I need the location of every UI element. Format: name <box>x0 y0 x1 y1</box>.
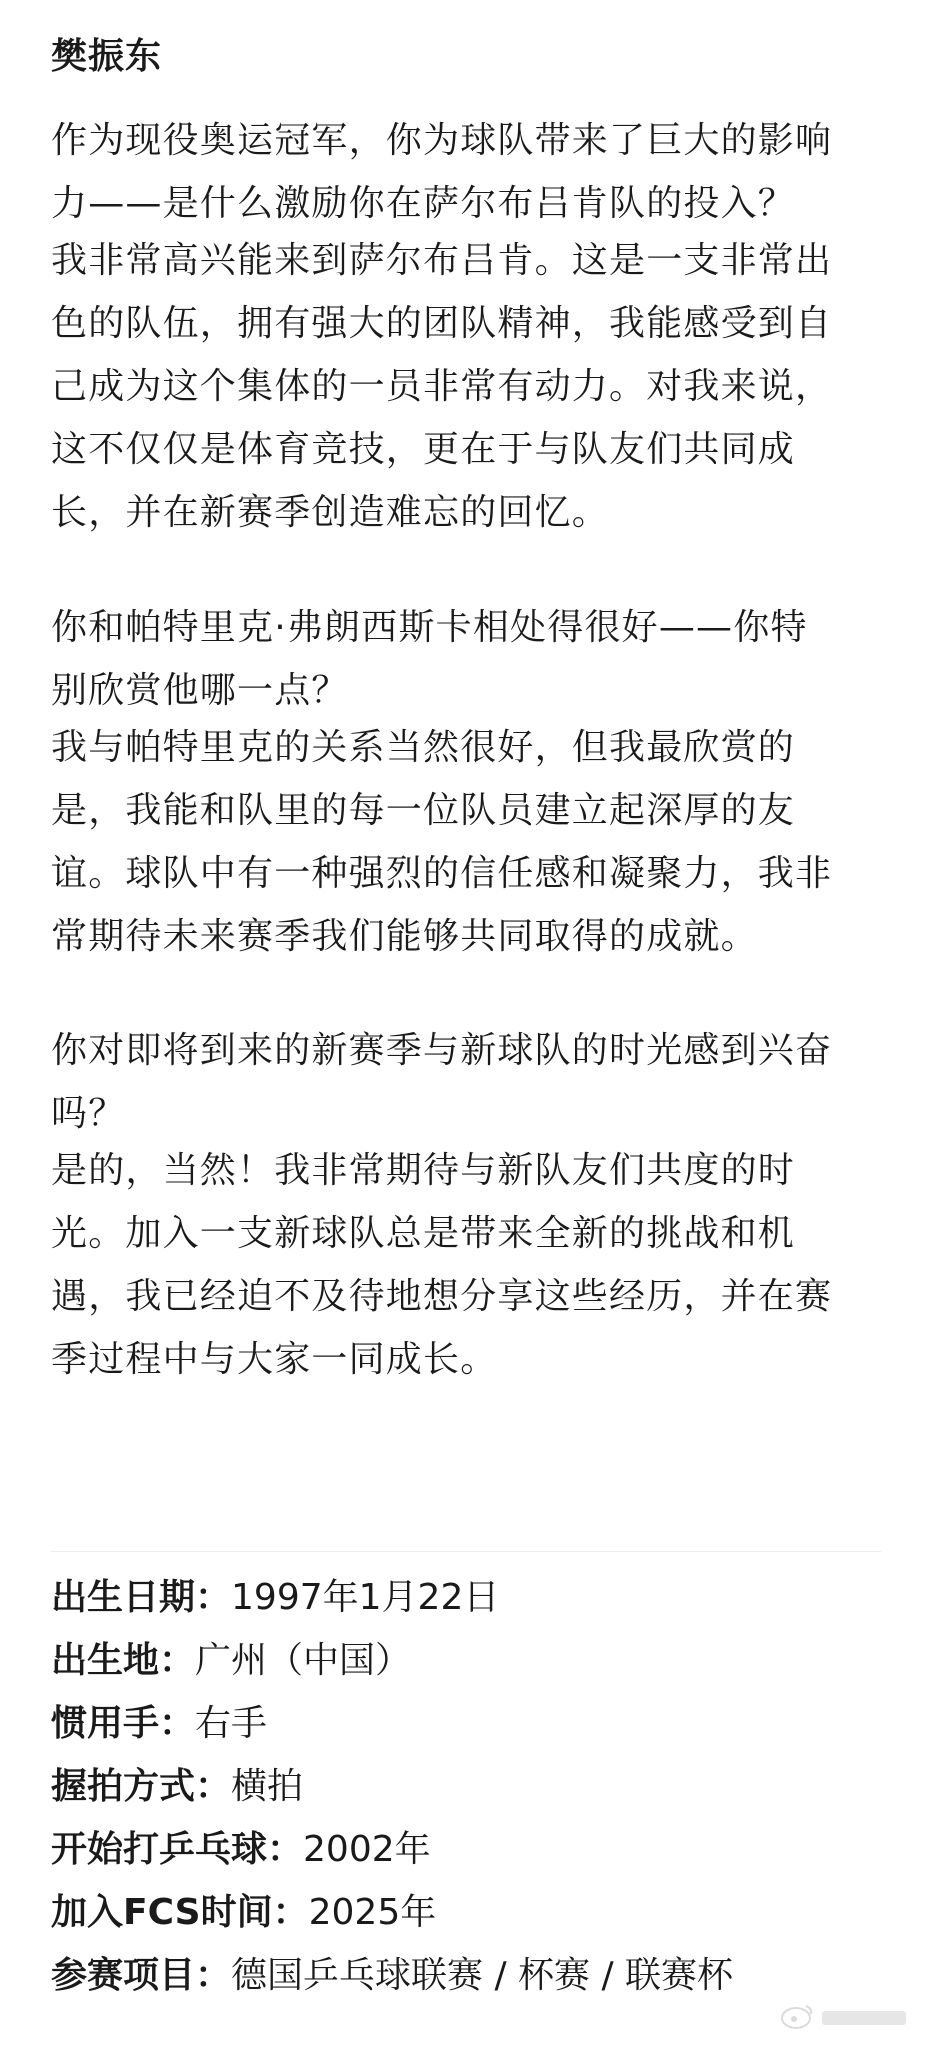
page-title: 樊振东 <box>51 36 163 77</box>
info-value: 右手 <box>195 1703 268 1744</box>
info-row-grip <box>51 1763 911 1811</box>
text-line: 我与帕特里克的关系当然很好，但我最欣赏的 <box>51 727 796 768</box>
info-label: 出生日期： <box>51 1577 232 1618</box>
text-line: 是，我能和队里的每一位队员建立起深厚的友 <box>51 790 796 831</box>
text-line: 作为现役奥运冠军，你为球队带来了巨大的影响 <box>51 120 833 161</box>
info-value: 横拍 <box>231 1766 304 1807</box>
text-line: 这不仅仅是体育竞技，更在于与队友们共同成 <box>51 429 796 470</box>
text-line: 己成为这个集体的一员非常有动力。对我来说， <box>51 366 833 407</box>
info-row-handedness <box>51 1700 911 1748</box>
info-row-start-year <box>51 1826 911 1874</box>
info-label: 开始打乒乓球： <box>51 1829 304 1870</box>
info-label: 参赛项目： <box>51 1955 232 1996</box>
text-line: 长，并在新赛季创造难忘的回忆。 <box>51 492 610 533</box>
text-line: 你对即将到来的新赛季与新球队的时光感到兴奋 <box>51 1030 833 1071</box>
info-value: 1997年1月22日 <box>231 1577 500 1618</box>
info-label: 加入FCS时间： <box>51 1892 309 1933</box>
answer-paragraph <box>51 716 881 968</box>
answer-paragraph <box>51 1139 881 1391</box>
info-row-birth-date <box>51 1574 911 1622</box>
question-paragraph <box>51 109 881 235</box>
info-label: 握拍方式： <box>51 1766 232 1807</box>
text-line: 色的队伍，拥有强大的团队精神，我能感受到自 <box>51 303 833 344</box>
question-paragraph <box>51 596 881 722</box>
info-row-competitions <box>51 1952 911 2000</box>
info-row-join-date <box>51 1889 911 1937</box>
text-line: 别欣赏他哪一点？ <box>51 670 349 711</box>
text-line: 季过程中与大家一同成长。 <box>51 1339 498 1380</box>
info-label: 惯用手： <box>51 1703 196 1744</box>
text-line: 是的，当然！我非常期待与新队友们共度的时 <box>51 1150 796 1191</box>
info-label: 出生地： <box>51 1640 196 1681</box>
answer-paragraph <box>51 229 881 544</box>
text-line: 遇，我已经迫不及待地想分享这些经历，并在赛 <box>51 1276 833 1317</box>
section-divider <box>51 1551 881 1552</box>
weibo-watermark-icon <box>776 1996 916 2036</box>
text-line: 吗？ <box>51 1093 126 1134</box>
text-line: 谊。球队中有一种强烈的信任感和凝聚力，我非 <box>51 853 833 894</box>
info-row-birthplace <box>51 1637 911 1685</box>
info-value: 2025年 <box>308 1892 437 1933</box>
info-value: 广州（中国） <box>195 1640 412 1681</box>
info-value: 2002年 <box>303 1829 431 1870</box>
text-line: 常期待未来赛季我们能够共同取得的成就。 <box>51 916 758 957</box>
question-paragraph <box>51 1019 881 1145</box>
info-value: 德国乒乓球联赛 / 杯赛 / 联赛杯 <box>231 1955 734 1996</box>
text-line: 光。加入一支新球队总是带来全新的挑战和机 <box>51 1213 796 1254</box>
text-line: 力——是什么激励你在萨尔布吕肯队的投入？ <box>51 183 796 224</box>
text-line: 我非常高兴能来到萨尔布吕肯。这是一支非常出 <box>51 240 833 281</box>
text-line: 你和帕特里克·弗朗西斯卡相处得很好——你特 <box>51 607 808 648</box>
